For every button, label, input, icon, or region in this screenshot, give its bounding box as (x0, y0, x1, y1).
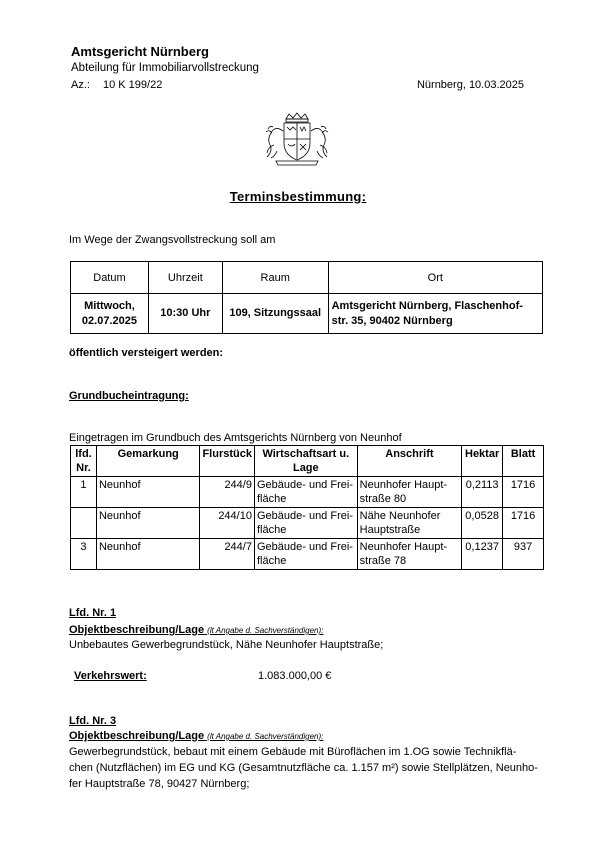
table-row (71, 508, 544, 539)
row-blatt: 1716 (503, 508, 544, 539)
row-anschrift (357, 539, 461, 570)
row-anschrift (357, 508, 461, 539)
item3-description-line-1: Gewerbegrundstück, bebaut mit einem Gebäude mit Büroflächen im 1.OG sowie Technikflä- (69, 746, 517, 758)
intro-text: Im Wege der Zwangsvollstreckung soll am (69, 234, 276, 246)
row-anschrift (357, 477, 461, 508)
grundbuch-heading: Grundbucheintragung: (69, 390, 189, 402)
row-wirtschaftsart-line-2: fläche (256, 524, 287, 536)
row-gemarkung: Neunhof (96, 508, 200, 539)
header-time: Uhrzeit (148, 262, 222, 294)
place-line-1: Amtsgericht Nürnberg, Flaschenhof- (331, 299, 523, 312)
item3-description (69, 744, 547, 792)
date-weekday: Mittwoch, (84, 299, 135, 312)
row-flurstueck: 244/7 (200, 539, 255, 570)
parcels-table (70, 445, 544, 570)
item1-object-heading-note: (lt Angabe d. Sachverständigen): (207, 626, 324, 635)
appointment-place (328, 294, 542, 334)
header-wirtschaftsart (254, 446, 357, 477)
row-lfd: 3 (71, 539, 97, 570)
place-date: Nürnberg, 10.03.2025 (416, 79, 524, 91)
row-gemarkung: Neunhof (96, 539, 200, 570)
row-anschrift-line-2: straße 80 (359, 493, 407, 505)
parcels-header-row (71, 446, 544, 477)
appointment-date (71, 294, 149, 334)
row-wirtschaftsart-line-2: fläche (256, 555, 287, 567)
row-wirtschaftsart-line-1: Gebäude- und Frei- (256, 510, 353, 522)
item3-description-line-3: fer Hauptstraße 78, 90427 Nürnberg; (69, 778, 250, 790)
item3-heading: Lfd. Nr. 3 (69, 715, 117, 727)
row-wirtschaftsart (254, 477, 357, 508)
header-date: Datum (71, 262, 149, 294)
item3-object-heading (69, 730, 323, 742)
header-anschrift: Anschrift (357, 446, 461, 477)
row-flurstueck: 244/10 (200, 508, 255, 539)
header-blatt: Blatt (503, 446, 544, 477)
court-name: Amtsgericht Nürnberg (71, 44, 209, 59)
department-name: Abteilung für Immobiliarvollstreckung (71, 62, 259, 74)
appointment-header-row (71, 262, 543, 294)
row-anschrift-line-2: Hauptstraße (359, 524, 421, 536)
header-wirtschaftsart-line-2: Lage (292, 462, 319, 474)
header-lfd (71, 446, 97, 477)
appointment-table (70, 261, 543, 334)
row-blatt: 937 (503, 539, 544, 570)
date-value: 02.07.2025 (81, 314, 137, 327)
case-number: 10 K 199/22 (103, 79, 163, 91)
grundbuch-entry-line: Eingetragen im Grundbuch des Amtsgerichts Nürnberg von Neunhof (69, 432, 402, 444)
header-wirtschaftsart-line-1: Wirtschaftsart u. (262, 448, 350, 460)
appointment-time: 10:30 Uhr (148, 294, 222, 334)
row-gemarkung: Neunhof (96, 477, 200, 508)
item3-object-heading-text: Objektbeschreibung/Lage (69, 730, 205, 742)
row-lfd (71, 508, 97, 539)
row-hektar: 0,0528 (462, 508, 503, 539)
header-lfd-line-2: Nr. (76, 462, 91, 474)
case-number-label: Az.: (71, 79, 90, 91)
header-flurstueck: Flurstück (200, 446, 255, 477)
item1-object-heading-text: Objektbeschreibung/Lage (69, 624, 205, 636)
place-line-2: str. 35, 90402 Nürnberg (331, 314, 453, 327)
row-wirtschaftsart-line-2: fläche (256, 493, 287, 505)
item1-value: 1.083.000,00 € (258, 670, 332, 682)
header-lfd-line-1: lfd. (75, 448, 92, 460)
row-wirtschaftsart (254, 508, 357, 539)
row-wirtschaftsart-line-1: Gebäude- und Frei- (256, 541, 353, 553)
document-title: Terminsbestimmung: (229, 189, 367, 204)
header-hektar: Hektar (462, 446, 503, 477)
row-anschrift-line-1: Neunhofer Haupt- (359, 479, 448, 491)
item1-description: Unbebautes Gewerbegrundstück, Nähe Neunhofer Hauptstraße; (69, 639, 384, 651)
item3-description-line-2: chen (Nutzflächen) im EG und KG (Gesamtnutzfläche ca. 1.157 m²) sowie Stellplätzen, Neunho- (69, 762, 538, 774)
row-hektar: 0,1237 (462, 539, 503, 570)
header-place: Ort (328, 262, 542, 294)
table-row (71, 539, 544, 570)
row-blatt: 1716 (503, 477, 544, 508)
coat-of-arms-icon (262, 111, 332, 167)
item1-object-heading (69, 624, 323, 636)
row-hektar: 0,2113 (462, 477, 503, 508)
table-row (71, 477, 544, 508)
appointment-value-row (71, 294, 543, 334)
row-anschrift-line-1: Nähe Neunhofer (359, 510, 441, 522)
row-flurstueck: 244/9 (200, 477, 255, 508)
item1-heading: Lfd. Nr. 1 (69, 607, 117, 619)
item1-value-label: Verkehrswert: (74, 670, 147, 682)
row-anschrift-line-2: straße 78 (359, 555, 407, 567)
header-gemarkung: Gemarkung (96, 446, 200, 477)
appointment-room: 109, Sitzungssaal (222, 294, 328, 334)
item3-object-heading-note: (lt Angabe d. Sachverständigen): (207, 732, 324, 741)
row-anschrift-line-1: Neunhofer Haupt- (359, 541, 448, 553)
header-room: Raum (222, 262, 328, 294)
row-wirtschaftsart (254, 539, 357, 570)
auction-statement: öffentlich versteigert werden: (69, 347, 224, 359)
row-lfd: 1 (71, 477, 97, 508)
row-wirtschaftsart-line-1: Gebäude- und Frei- (256, 479, 353, 491)
